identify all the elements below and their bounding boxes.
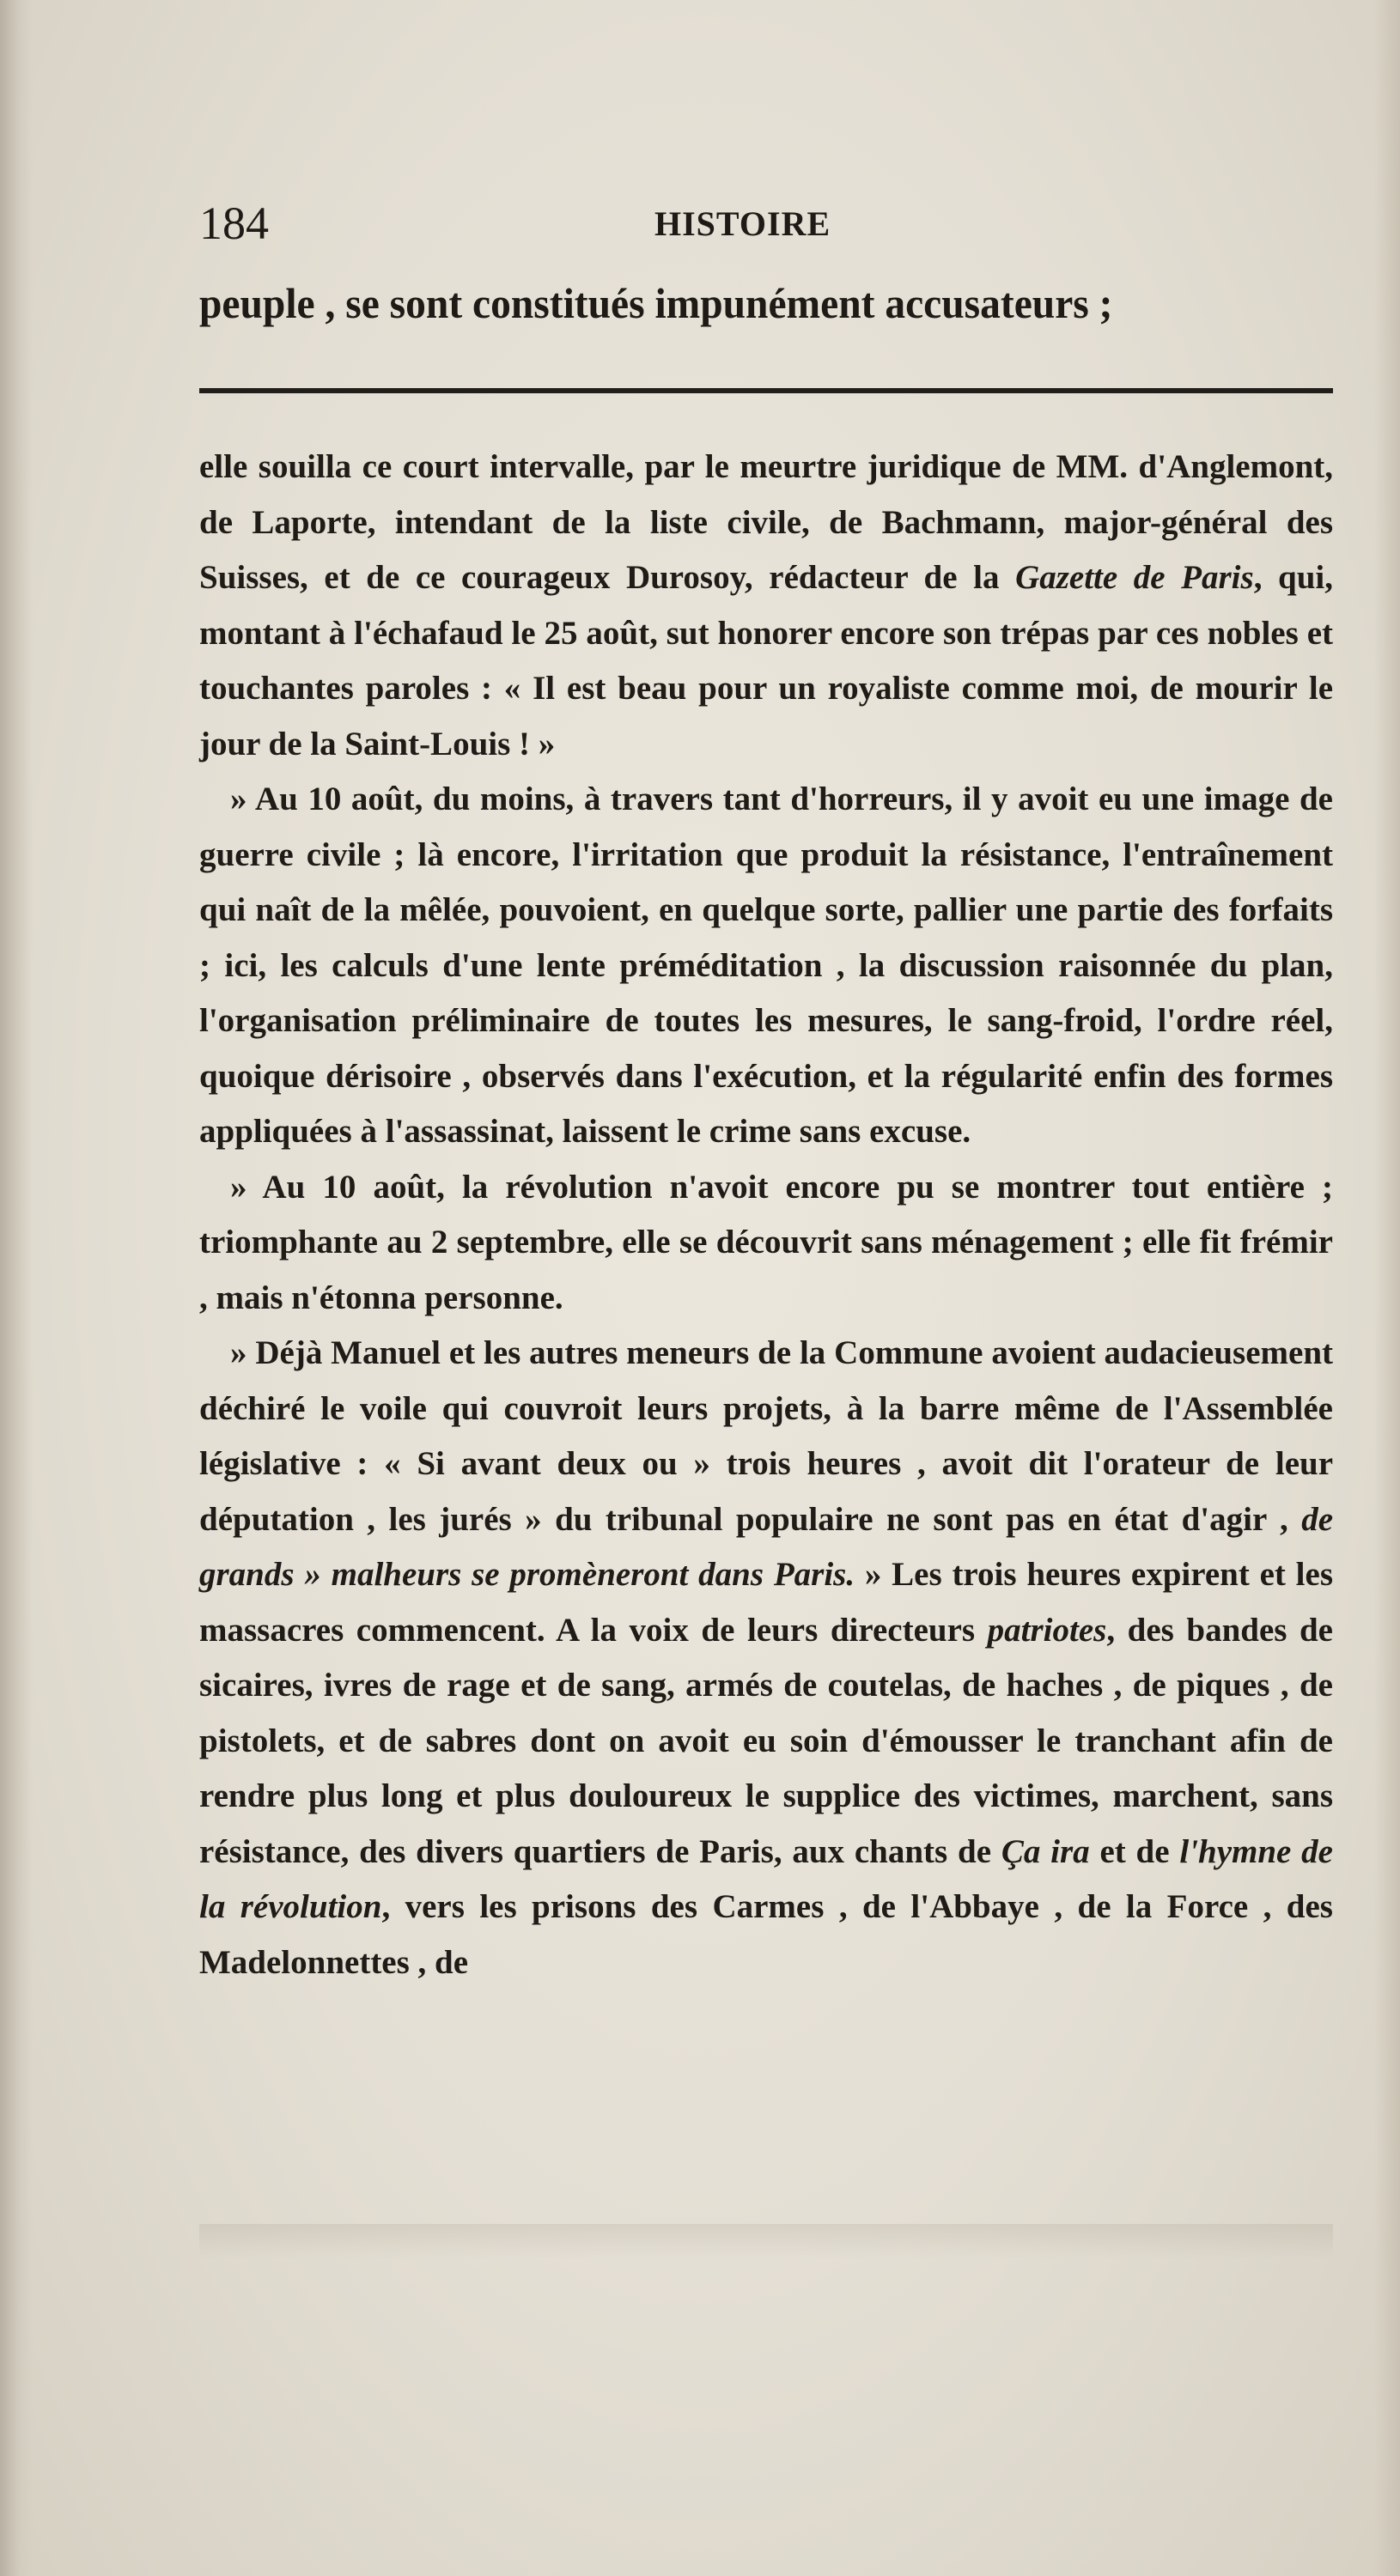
paragraph [199, 1160, 1333, 1327]
text-run-italic: patriotes [987, 1611, 1107, 1649]
text-run: et de [1089, 1832, 1180, 1870]
text-run: , vers les prisons des Carmes , de l'Abbaye , de la Force , des Madelonnettes , de [199, 1888, 1333, 1981]
text-run: » Déjà Manuel et les autres meneurs de la Commune avoient audacieusement déchiré le voile qui couvroit leurs projets, à la barre même de l'Assemblée législative : « Si avant deux ou » trois heures , avoit dit l'orateur de leur députation , les jurés » du tribunal populaire ne sont pas en état d'agir , [199, 1334, 1333, 1538]
paragraph [199, 440, 1333, 772]
separator-rule [199, 388, 1333, 393]
text-run: » Les trois heures expirent et les massacres commencent. A la voix de leurs directeurs [199, 1556, 1333, 1649]
text-run-italic: Ça ira [1001, 1832, 1090, 1870]
page-header [199, 193, 1342, 253]
body-text [199, 440, 1333, 1990]
text-run: , qui, montant à l'échafaud le 25 août, sut honorer encore son trépas par ces nobles et touchantes paroles : « Il est beau pour un royaliste comme moi, de mourir le jour de la Saint-Louis ! » [199, 559, 1333, 762]
text-run: , des bandes de sicaires, ivres de rage et de sang, armés de coutelas, de haches , de piques , de pistolets, et de sabres dont on avoit eu soin d'émousser le tranchant afin de rendre plus long et plus douloureux le supplice des victimes, marchent, sans résistance, des divers quartiers de Paris, aux chants de [199, 1611, 1333, 1870]
text-run: » Au 10 août, du moins, à travers tant d'horreurs, il y avoit eu une image de guerre civile ; là encore, l'irritation que produit la résistance, l'entraînement qui naît de la mêlée, pouvoient, en quelque sorte, pallier une partie des forfaits ; ici, les calculs d'une lente préméditation , la discussion raisonnée du plan, l'organisation préliminaire de toutes les mesures, le sang-froid, l'ordre réel, quoique dérisoire , observés dans l'exécution, et la régularité enfin des formes appliquées à l'assassinat, laissent le crime sans excuse. [199, 781, 1333, 1150]
text-run: » Au 10 août, la révolution n'avoit encore pu se montrer tout entière ; triomphante au 2 septembre, elle se découvrit sans ménagement ; elle fit frémir , mais n'étonna personne. [199, 1168, 1333, 1316]
continuation-line: peuple , se sont constitués impunément accusateurs ; [199, 279, 1113, 327]
text-run-italic: Gazette de Paris [1015, 559, 1254, 596]
text-run: elle souilla ce court intervalle, par le meurtre juridique de MM. d'Anglemont, de Laporte, intendant de la liste civile, de Bachmann, major-général des Suisses, et de ce courageux Durosoy, rédacteur de la [199, 448, 1333, 596]
binding-gutter-shadow [0, 0, 33, 2576]
page-edge-shadow [1374, 0, 1400, 2576]
paragraph [199, 772, 1333, 1160]
text-run-italic: de grands » malheurs se promèneront dans Paris. [199, 1500, 1333, 1593]
page-number: 184 [199, 197, 269, 249]
running-title: HISTOIRE [654, 204, 831, 243]
bleed-through-shadow [199, 2224, 1333, 2258]
text-run-italic: l'hymne de la révolution [199, 1832, 1333, 1925]
paragraph [199, 1326, 1333, 1990]
